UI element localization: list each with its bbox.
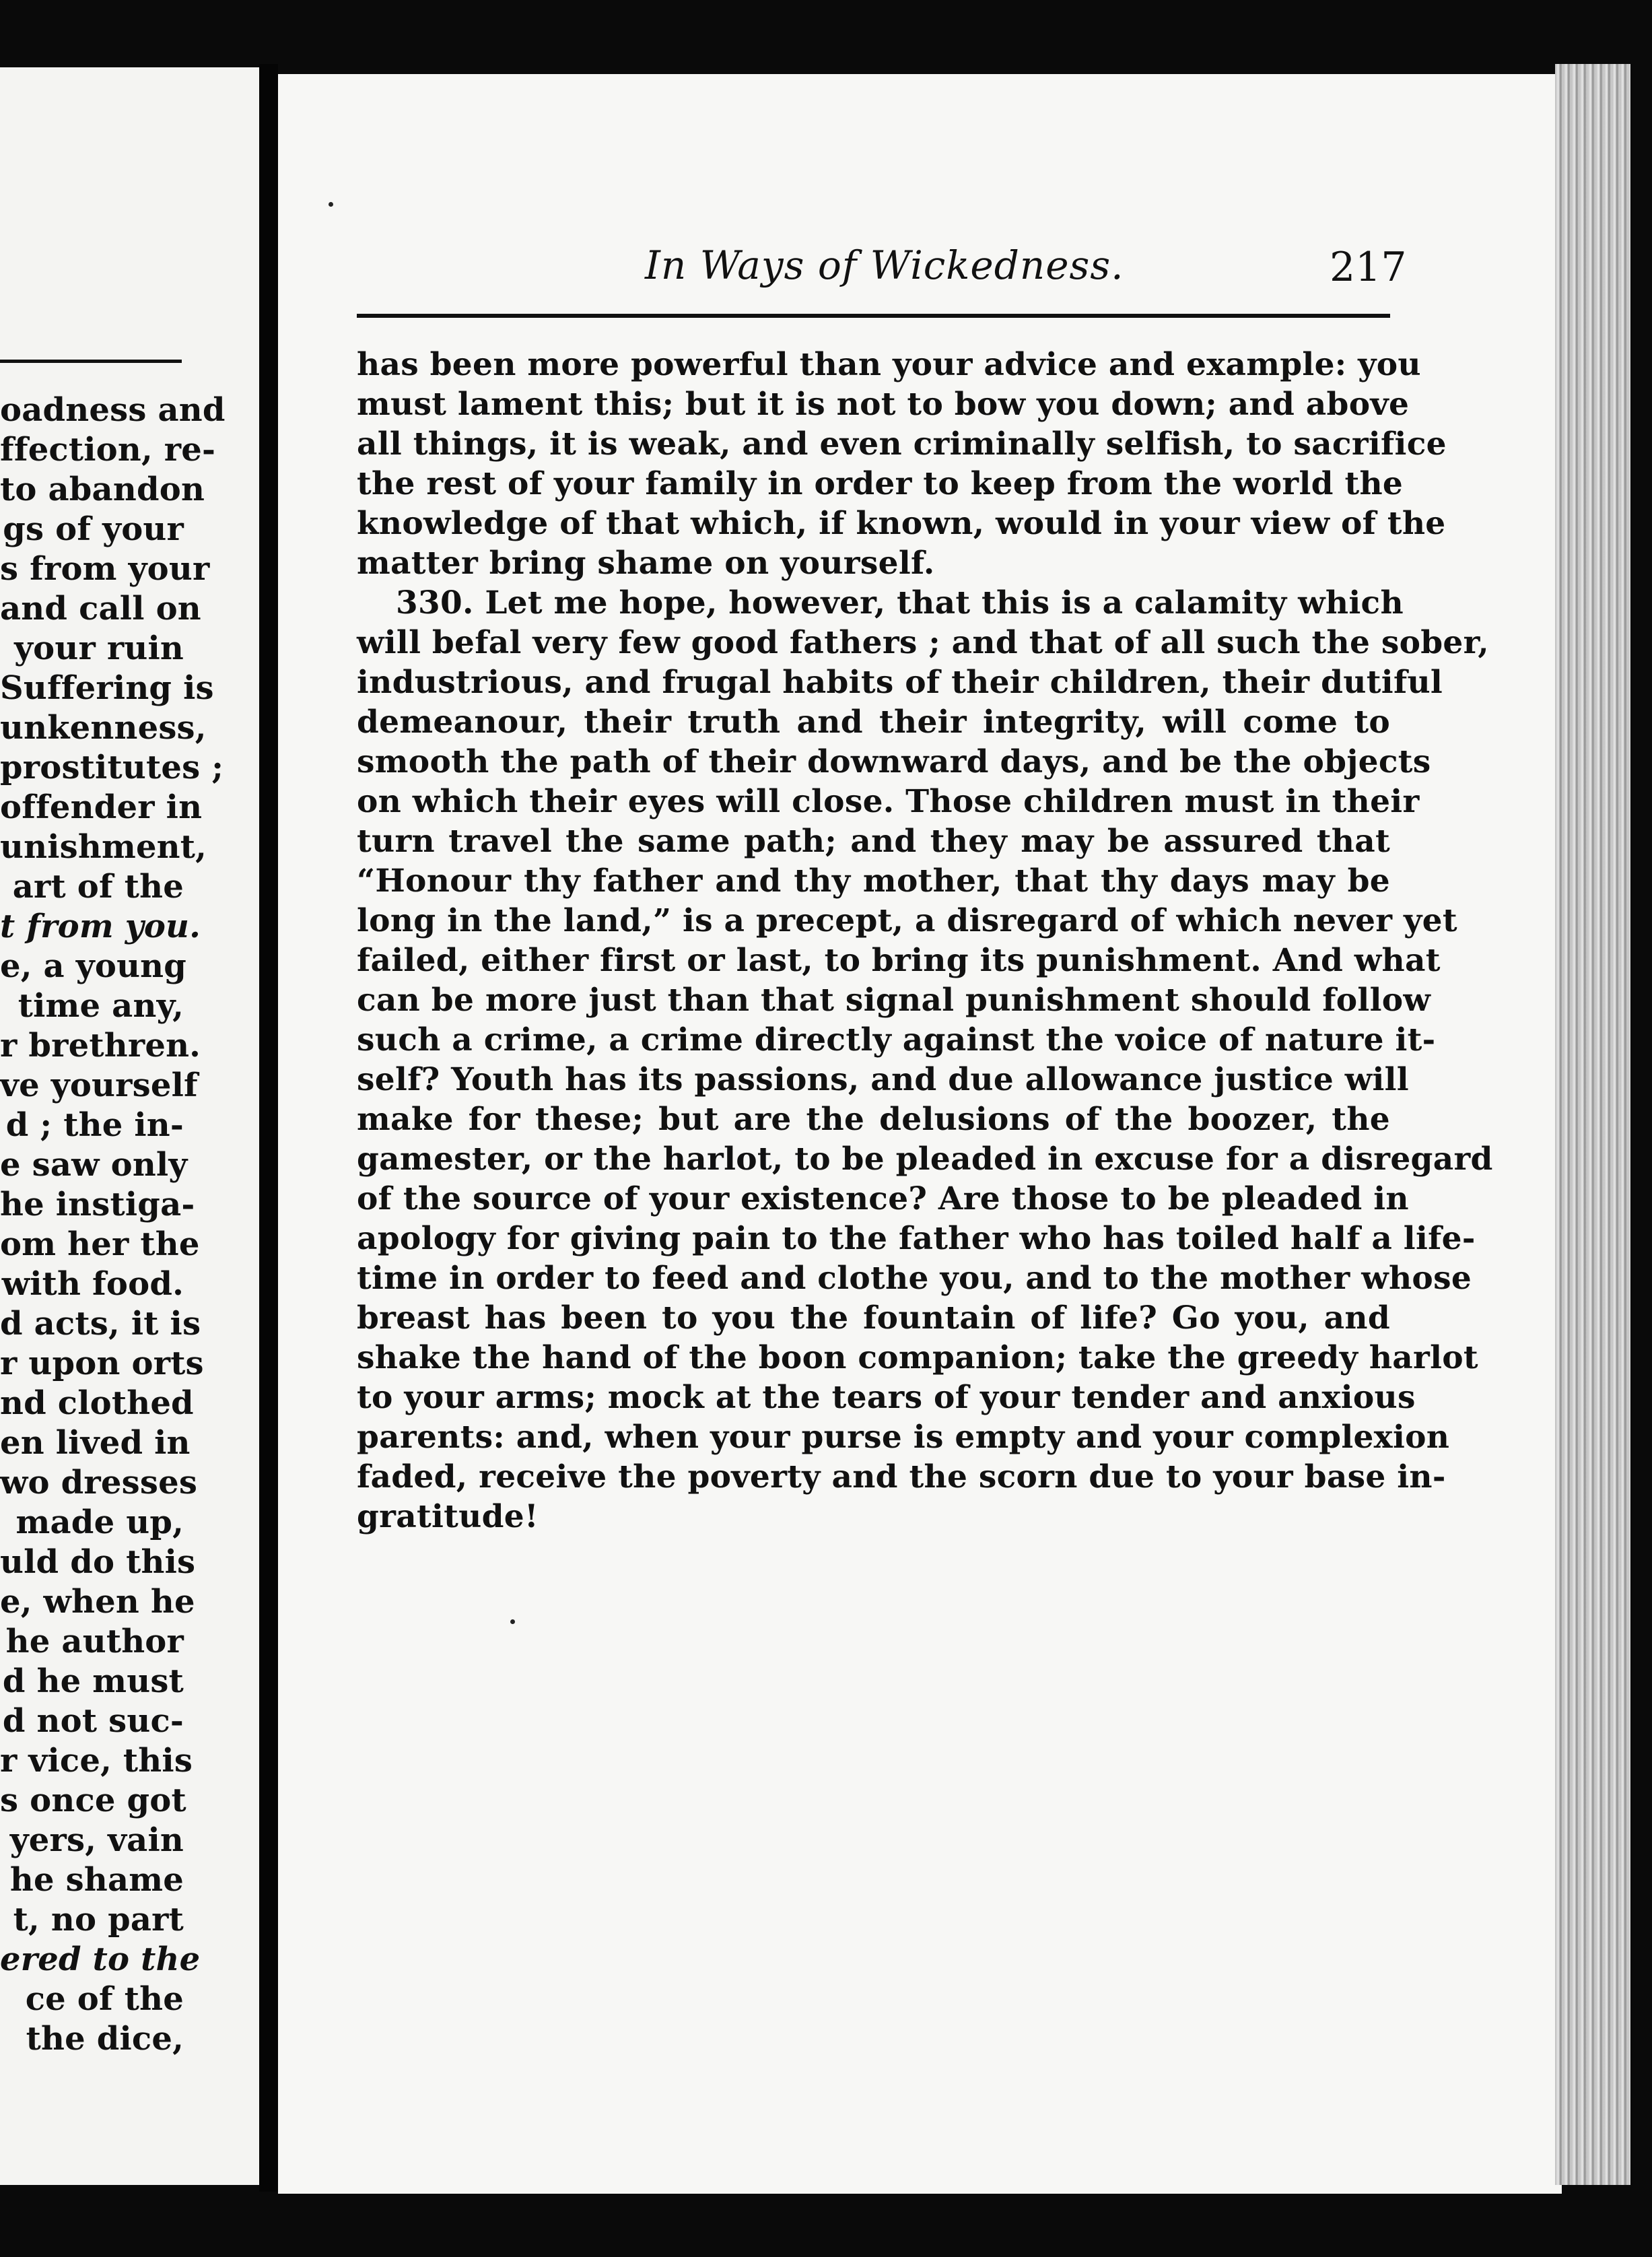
left-page-line: om her the xyxy=(0,1225,200,1263)
body-line: time in order to feed and clothe you, and to the mother whose xyxy=(357,1260,1472,1297)
left-page-line: he shame xyxy=(9,1861,184,1899)
left-page-line: made up, xyxy=(15,1504,184,1541)
left-page-line: ffection, re- xyxy=(0,431,216,469)
left-page-line: time any, xyxy=(18,987,184,1025)
body-line: self? Youth has its passions, and due allowance justice will xyxy=(357,1061,1409,1098)
book-gutter xyxy=(259,64,278,2192)
left-page-line: the dice, xyxy=(26,2020,184,2058)
body-line: parents: and, when your purse is empty and your complexion xyxy=(357,1419,1450,1456)
left-page-line: ered to the xyxy=(0,1941,201,1978)
left-page-line: r brethren. xyxy=(0,1027,201,1065)
left-page-line: r upon orts xyxy=(0,1345,204,1382)
body-line: turn travel the same path; and they may be assured that xyxy=(357,823,1390,860)
body-line: faded, receive the poverty and the scorn due to your base in- xyxy=(357,1458,1446,1495)
body-line: gamester, or the harlot, to be pleaded in excuse for a disregard xyxy=(357,1141,1493,1178)
body-line: long in the land,” is a precept, a disregard of which never yet xyxy=(357,902,1457,939)
body-line: must lament this; but it is not to bow you down; and above xyxy=(357,386,1410,423)
running-title: In Ways of Wickedness. xyxy=(645,242,1124,288)
body-line: 330. Let me hope, however, that this is a calamity which xyxy=(396,584,1404,621)
left-page-line: Suffering is xyxy=(0,669,214,707)
left-page-line: art of the xyxy=(12,868,184,906)
left-page-line: e, when he xyxy=(0,1583,195,1621)
body-line: knowledge of that which, if known, would in your view of the xyxy=(357,505,1446,542)
left-page-line: to abandon xyxy=(0,471,205,508)
body-line: matter bring shame on yourself. xyxy=(357,545,935,582)
left-page-line: r vice, this xyxy=(0,1742,193,1780)
body-line: demeanour, their truth and their integrity, will come to xyxy=(357,704,1390,741)
left-page-line: oadness and xyxy=(0,391,226,429)
body-text xyxy=(357,345,1493,1537)
left-page-line: with food. xyxy=(1,1265,184,1303)
body-line: has been more powerful than your advice and example: you xyxy=(357,346,1421,383)
body-line: will befal very few good fathers ; and that of all such the sober, xyxy=(357,624,1489,661)
left-page-line: he author xyxy=(5,1623,184,1660)
body-line: make for these; but are the delusions of the boozer, the xyxy=(357,1101,1390,1138)
left-page-line: e saw only xyxy=(0,1146,188,1184)
body-line: failed, either first or last, to bring its punishment. And what xyxy=(357,942,1441,979)
body-line: apology for giving pain to the father who has toiled half a life- xyxy=(357,1220,1476,1257)
left-page-line: wo dresses xyxy=(0,1464,198,1502)
body-line: of the source of your existence? Are those to be pleaded in xyxy=(357,1180,1409,1217)
left-page-line: yers, vain xyxy=(9,1821,184,1859)
left-page-line: gs of your xyxy=(3,510,184,548)
left-page-line: e, a young xyxy=(0,947,187,985)
left-page-line: your ruin xyxy=(14,630,184,667)
left-page-line: ve yourself xyxy=(0,1067,198,1104)
left-page-line: nd clothed xyxy=(0,1384,194,1422)
header-rule xyxy=(357,314,1390,318)
body-line: can be more just than that signal punishment should follow xyxy=(357,982,1431,1019)
left-page-line: offender in xyxy=(0,788,203,826)
body-line: on which their eyes will close. Those children must in their xyxy=(357,783,1420,820)
left-page-line: t from you. xyxy=(0,908,201,945)
left-page-line: s from your xyxy=(0,550,210,588)
left-page-line: en lived in xyxy=(0,1424,191,1462)
left-page xyxy=(0,67,259,2185)
left-page-line: unishment, xyxy=(0,828,207,866)
left-page-line: prostitutes ; xyxy=(0,749,224,786)
left-page-line: d ; the in- xyxy=(5,1106,184,1144)
left-page-line: unkenness, xyxy=(0,709,207,747)
left-page-line: d he must xyxy=(2,1662,184,1700)
body-line: smooth the path of their downward days, and be the objects xyxy=(357,743,1431,780)
body-line: “Honour thy father and thy mother, that thy days may be xyxy=(357,863,1390,900)
left-page-line: d acts, it is xyxy=(0,1305,201,1343)
page-number: 217 xyxy=(1330,244,1407,291)
body-line: all things, it is weak, and even criminally selfish, to sacrifice xyxy=(357,426,1447,463)
body-line: industrious, and frugal habits of their children, their dutiful xyxy=(357,664,1443,701)
body-line: the rest of your family in order to keep from the world the xyxy=(357,465,1404,502)
speck xyxy=(329,202,333,207)
left-page-rule xyxy=(0,360,182,363)
speck xyxy=(510,1619,515,1624)
body-line: to your arms; mock at the tears of your tender and anxious xyxy=(357,1379,1416,1416)
left-page-line: ce of the xyxy=(25,1980,184,2018)
left-page-line: uld do this xyxy=(0,1543,196,1581)
left-page-line: t, no part xyxy=(13,1901,184,1939)
left-page-line: d not suc- xyxy=(2,1702,184,1740)
page-edges xyxy=(1555,64,1630,2185)
left-page-line: s once got xyxy=(0,1782,186,1819)
body-line: such a crime, a crime directly against the voice of nature it- xyxy=(357,1021,1436,1058)
left-page-line: he instiga- xyxy=(0,1186,195,1223)
body-line: gratitude! xyxy=(357,1498,539,1535)
left-page-text xyxy=(0,391,226,2059)
left-page-line: and call on xyxy=(0,590,201,628)
body-line: breast has been to you the fountain of life? Go you, and xyxy=(357,1300,1390,1337)
body-line: shake the hand of the boon companion; take the greedy harlot xyxy=(357,1339,1478,1376)
